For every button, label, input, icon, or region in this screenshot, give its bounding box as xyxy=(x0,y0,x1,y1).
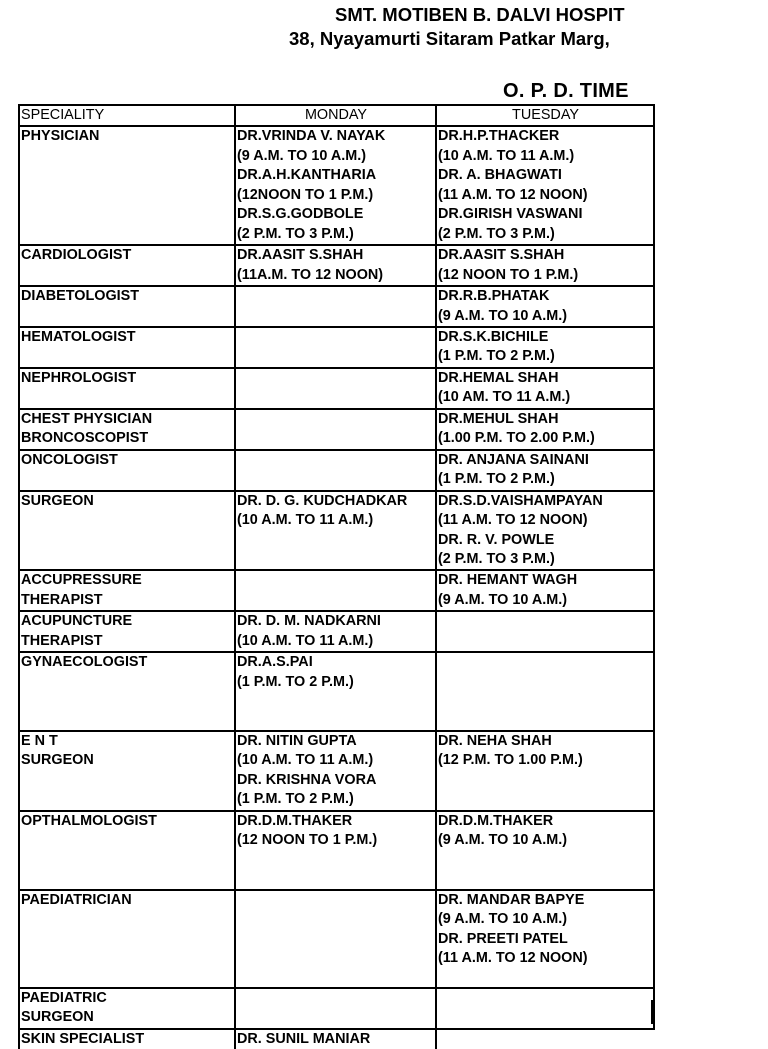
monday-cell-line: DR. D. G. KUDCHADKAR xyxy=(237,492,408,509)
tuesday-cell xyxy=(436,126,654,245)
speciality-cell xyxy=(19,368,235,409)
speciality-cell-line: PAEDIATRIC xyxy=(21,989,107,1006)
tuesday-cell xyxy=(436,988,654,1029)
tuesday-cell-line: (1.00 P.M. TO 2.00 P.M.) xyxy=(438,430,595,447)
speciality-cell xyxy=(19,652,235,731)
tuesday-cell-line: (10 AM. TO 11 A.M.) xyxy=(438,389,571,406)
tuesday-cell xyxy=(436,491,654,571)
speciality-cell xyxy=(19,570,235,611)
table-row xyxy=(19,811,654,890)
monday-cell-line: DR. SUNIL MANIAR xyxy=(237,1030,371,1047)
speciality-cell-line: CARDIOLOGIST xyxy=(21,247,132,264)
monday-cell xyxy=(235,811,436,890)
monday-cell xyxy=(235,652,436,731)
monday-cell-line: (2 P.M. TO 3 P.M.) xyxy=(237,225,354,242)
speciality-cell xyxy=(19,890,235,988)
tuesday-cell-line: (9 A.M. TO 10 A.M.) xyxy=(438,832,567,849)
table-row xyxy=(19,731,654,811)
monday-cell xyxy=(235,1029,436,1049)
tuesday-cell-line: (10 A.M. TO 11 A.M.) xyxy=(438,147,575,164)
tuesday-cell xyxy=(436,1029,654,1049)
tuesday-cell-line: DR.S.D.VAISHAMPAYAN xyxy=(438,492,603,509)
speciality-cell xyxy=(19,611,235,652)
tuesday-cell-line: DR.D.M.THAKER xyxy=(438,812,554,829)
speciality-cell xyxy=(19,1029,235,1049)
monday-cell-line: (10 A.M. TO 11 A.M.) xyxy=(237,512,374,529)
table-row xyxy=(19,409,654,450)
hospital-address: 38, Nyayamurti Sitaram Patkar Marg, xyxy=(289,28,610,49)
speciality-cell-line: ACUPUNCTURE xyxy=(21,613,133,630)
monday-cell-line: DR.VRINDA V. NAYAK xyxy=(237,128,386,145)
speciality-cell-line: HEMATOLOGIST xyxy=(21,328,136,345)
monday-cell-line: (9 A.M. TO 10 A.M.) xyxy=(237,147,366,164)
monday-cell xyxy=(235,611,436,652)
tuesday-cell-line: DR.AASIT S.SHAH xyxy=(438,247,565,264)
tuesday-cell-line: (11 A.M. TO 12 NOON) xyxy=(438,950,588,966)
monday-cell xyxy=(235,890,436,988)
table-row xyxy=(19,611,654,652)
opd-timetable-title: O. P. D. TIME xyxy=(503,80,629,102)
speciality-cell-line: SURGEON xyxy=(21,1009,94,1026)
column-header-tuesday: TUESDAY xyxy=(436,105,654,126)
speciality-cell-line: CHEST PHYSICIAN xyxy=(21,410,153,427)
speciality-cell-line: ACCUPRESSURE xyxy=(21,572,142,589)
tuesday-cell-line: (9 A.M. TO 10 A.M.) xyxy=(438,911,567,928)
monday-cell-line: DR.AASIT S.SHAH xyxy=(237,247,364,264)
tuesday-cell-line: (9 A.M. TO 10 A.M.) xyxy=(438,591,567,608)
table-row xyxy=(19,988,654,1029)
tuesday-cell xyxy=(436,409,654,450)
speciality-cell xyxy=(19,245,235,286)
monday-cell xyxy=(235,491,436,571)
tuesday-cell-line: DR.H.P.THACKER xyxy=(438,128,560,145)
monday-cell-line: DR.S.G.GODBOLE xyxy=(237,206,364,223)
tuesday-cell-line: DR. R. V. POWLE xyxy=(438,531,555,548)
speciality-cell xyxy=(19,126,235,245)
tuesday-cell-line: (9 A.M. TO 10 A.M.) xyxy=(438,307,567,324)
column-header-speciality: SPECIALITY xyxy=(19,105,235,126)
speciality-cell-line: THERAPIST xyxy=(21,591,103,608)
speciality-cell-line: SURGEON xyxy=(21,752,94,769)
tuesday-cell-line: (2 P.M. TO 3 P.M.) xyxy=(438,225,555,242)
speciality-cell-line: SURGEON xyxy=(21,492,94,509)
tuesday-cell-line: (12 P.M. TO 1.00 P.M.) xyxy=(438,752,583,769)
opd-timetable xyxy=(18,104,655,1049)
tuesday-cell-line: DR. HEMANT WAGH xyxy=(438,572,578,589)
monday-cell-line: DR.A.S.PAI xyxy=(237,654,313,671)
speciality-cell-line: OPTHALMOLOGIST xyxy=(21,812,157,829)
tuesday-cell xyxy=(436,890,654,988)
tuesday-cell-line: (11 A.M. TO 12 NOON) xyxy=(438,512,588,529)
speciality-cell xyxy=(19,811,235,890)
tuesday-cell-line: (12 NOON TO 1 P.M.) xyxy=(438,266,579,283)
page-edge-line xyxy=(651,1000,653,1024)
monday-cell-line: DR. KRISHNA VORA xyxy=(237,771,377,788)
speciality-cell-line: SKIN SPECIALIST xyxy=(21,1030,145,1047)
table-row xyxy=(19,1029,654,1049)
speciality-cell-line: DIABETOLOGIST xyxy=(21,288,140,305)
monday-cell xyxy=(235,327,436,368)
speciality-cell-line: NEPHROLOGIST xyxy=(21,369,137,386)
hospital-name: SMT. MOTIBEN B. DALVI HOSPIT xyxy=(335,4,625,25)
monday-cell-line: (1 P.M. TO 2 P.M.) xyxy=(237,673,354,690)
speciality-cell xyxy=(19,327,235,368)
speciality-cell-line: ONCOLOGIST xyxy=(21,451,118,468)
monday-cell-line: (1 P.M. TO 2 P.M.) xyxy=(237,791,354,808)
speciality-cell xyxy=(19,988,235,1029)
tuesday-cell xyxy=(436,450,654,491)
speciality-cell xyxy=(19,409,235,450)
monday-cell xyxy=(235,245,436,286)
tuesday-cell-line: DR. A. BHAGWATI xyxy=(438,167,562,184)
tuesday-cell-line: DR.HEMAL SHAH xyxy=(438,369,559,386)
monday-cell-line: (12 NOON TO 1 P.M.) xyxy=(237,832,378,849)
tuesday-cell xyxy=(436,811,654,890)
monday-cell-line: DR.D.M.THAKER xyxy=(237,812,353,829)
tuesday-cell-line: DR.MEHUL SHAH xyxy=(438,410,559,427)
monday-cell xyxy=(235,570,436,611)
table-row xyxy=(19,450,654,491)
monday-cell-line: DR. NITIN GUPTA xyxy=(237,733,357,750)
monday-cell xyxy=(235,409,436,450)
tuesday-cell xyxy=(436,245,654,286)
monday-cell-line: (10 A.M. TO 11 A.M.) xyxy=(237,632,374,649)
tuesday-cell-line: DR. PREETI PATEL xyxy=(438,930,568,947)
speciality-cell-line: GYNAECOLOGIST xyxy=(21,654,148,671)
tuesday-cell xyxy=(436,611,654,652)
tuesday-cell-line: DR.R.B.PHATAK xyxy=(438,288,550,305)
table-row xyxy=(19,245,654,286)
speciality-cell-line: PAEDIATRICIAN xyxy=(21,891,132,908)
monday-cell xyxy=(235,368,436,409)
tuesday-cell xyxy=(436,652,654,731)
tuesday-cell-line: DR.GIRISH VASWANI xyxy=(438,206,583,223)
monday-cell xyxy=(235,286,436,327)
tuesday-cell-line: (2 P.M. TO 3 P.M.) xyxy=(438,550,555,567)
tuesday-cell xyxy=(436,570,654,611)
speciality-cell xyxy=(19,731,235,811)
monday-cell-line: (12NOON TO 1 P.M.) xyxy=(237,186,374,203)
monday-cell-line: (11A.M. TO 12 NOON) xyxy=(237,266,384,283)
table-row xyxy=(19,570,654,611)
tuesday-cell xyxy=(436,286,654,327)
speciality-cell-line: PHYSICIAN xyxy=(21,128,100,145)
monday-cell-line: DR.A.H.KANTHARIA xyxy=(237,167,377,184)
column-header-monday: MONDAY xyxy=(235,105,436,126)
table-row xyxy=(19,890,654,988)
tuesday-cell-line: (1 P.M. TO 2 P.M.) xyxy=(438,348,555,365)
tuesday-cell-line: DR. NEHA SHAH xyxy=(438,733,552,750)
tuesday-cell-line: DR. MANDAR BAPYE xyxy=(438,891,585,908)
tuesday-cell xyxy=(436,731,654,811)
speciality-cell-line: E N T xyxy=(21,733,58,750)
table-row xyxy=(19,491,654,571)
table-row xyxy=(19,126,654,245)
speciality-cell-line: THERAPIST xyxy=(21,632,103,649)
speciality-cell xyxy=(19,491,235,571)
table-row xyxy=(19,368,654,409)
tuesday-cell xyxy=(436,327,654,368)
monday-cell-line: (10 A.M. TO 11 A.M.) xyxy=(237,752,374,769)
table-row xyxy=(19,327,654,368)
table-header-row xyxy=(19,105,654,126)
tuesday-cell-line: (1 P.M. TO 2 P.M.) xyxy=(438,471,555,488)
table-row xyxy=(19,286,654,327)
table-row xyxy=(19,652,654,731)
monday-cell xyxy=(235,988,436,1029)
tuesday-cell xyxy=(436,368,654,409)
monday-cell xyxy=(235,450,436,491)
speciality-cell xyxy=(19,450,235,491)
monday-cell xyxy=(235,731,436,811)
tuesday-cell-line: DR.S.K.BICHILE xyxy=(438,328,549,345)
speciality-cell-line: BRONCOSCOPIST xyxy=(21,430,149,447)
speciality-cell xyxy=(19,286,235,327)
monday-cell xyxy=(235,126,436,245)
tuesday-cell-line: DR. ANJANA SAINANI xyxy=(438,451,589,468)
monday-cell-line: DR. D. M. NADKARNI xyxy=(237,613,381,630)
tuesday-cell-line: (11 A.M. TO 12 NOON) xyxy=(438,186,588,203)
timetable-body xyxy=(19,126,654,1049)
